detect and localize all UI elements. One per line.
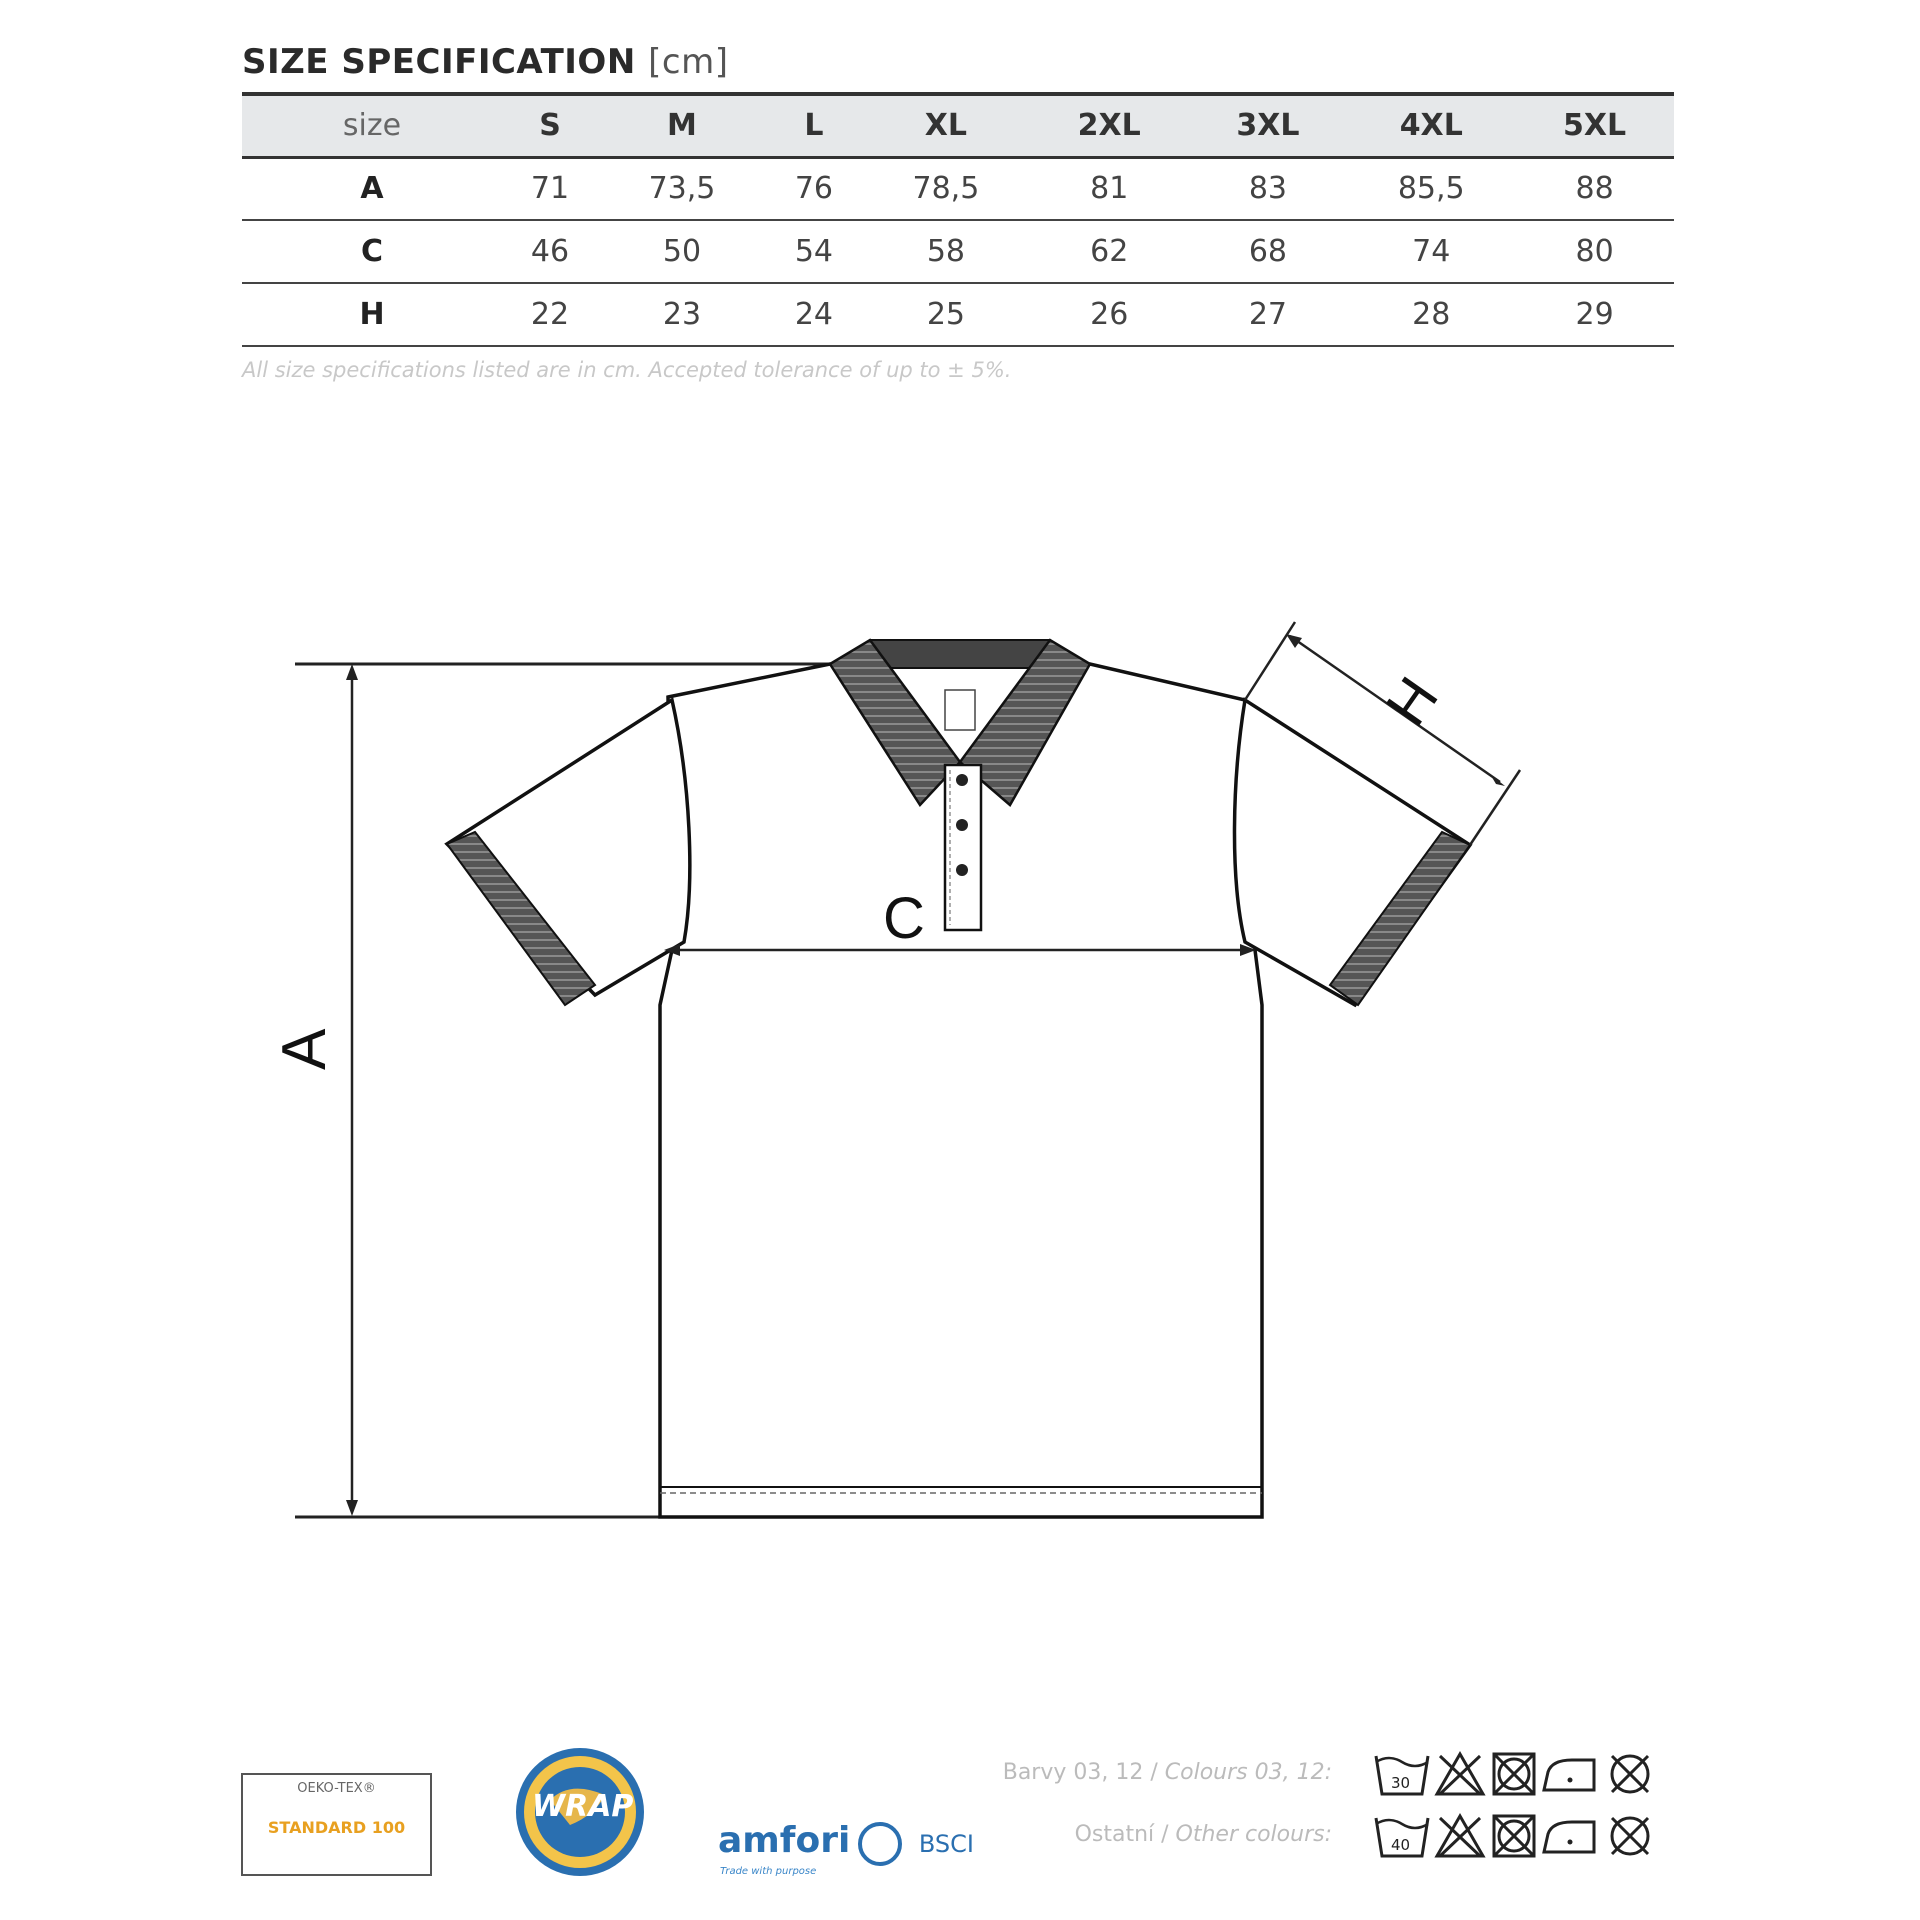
table-cell: 28 xyxy=(1412,297,1451,332)
label-a: A xyxy=(270,1028,339,1070)
polo-shirt-diagram xyxy=(0,600,1920,1560)
collar-back xyxy=(870,640,1050,668)
care-row2-label-en: Other colours: xyxy=(1175,1822,1332,1847)
tolerance-note: All size specifications listed are in cm. Accepted tolerance of up to ± 5%. xyxy=(242,358,1012,382)
table-cell: 46 xyxy=(530,234,570,269)
wrap-text: WRAP xyxy=(532,1789,634,1824)
table-cell: 22 xyxy=(530,297,570,332)
no-tumble-dry-icon xyxy=(1494,1754,1534,1794)
h-arrow-top xyxy=(1286,634,1302,648)
table-cell: 24 xyxy=(794,297,834,332)
table-cell: 76 xyxy=(794,171,834,207)
bsci-text: BSCI xyxy=(918,1830,974,1858)
table-cell: 54 xyxy=(794,234,834,269)
oeko-tex-badge xyxy=(241,1773,432,1876)
amfori-badge-icon xyxy=(858,1822,902,1866)
table-cell: 29 xyxy=(1575,297,1614,332)
button xyxy=(956,774,968,786)
wrap-logo xyxy=(510,1745,650,1880)
care-row2-label xyxy=(1075,1822,1332,1847)
table-cell: 50 xyxy=(662,234,702,269)
care-row1-label xyxy=(1003,1760,1332,1785)
size-col-2xl: 2XL xyxy=(1077,108,1141,144)
collar-label xyxy=(945,690,975,730)
no-dry-clean-icon xyxy=(1612,1756,1648,1792)
care-row2-icons xyxy=(1372,1810,1674,1860)
button xyxy=(956,864,968,876)
wash-icon xyxy=(1376,1756,1428,1794)
no-dry-clean-icon xyxy=(1612,1818,1648,1854)
wash-icon xyxy=(1376,1818,1428,1856)
amfori-tagline: Trade with purpose xyxy=(720,1866,817,1877)
iron-icon xyxy=(1544,1760,1594,1790)
size-col-l: L xyxy=(804,108,824,144)
size-col-s: S xyxy=(539,108,561,144)
no-bleach-icon xyxy=(1437,1816,1483,1856)
no-tumble-dry-icon xyxy=(1494,1816,1534,1856)
table-cell: 62 xyxy=(1090,234,1129,269)
oeko-tex-brand: OEKO-TEX® xyxy=(297,1781,376,1796)
table-cell: 85,5 xyxy=(1397,171,1465,207)
page-title xyxy=(242,42,728,82)
size-table xyxy=(242,92,1674,347)
table-cell: 73,5 xyxy=(648,171,716,207)
table-cell: 23 xyxy=(662,297,702,332)
table-cell: 81 xyxy=(1090,171,1129,207)
row-label-h: H xyxy=(359,297,385,332)
table-cell: 78,5 xyxy=(912,171,980,207)
size-col-3xl: 3XL xyxy=(1236,108,1300,144)
button xyxy=(956,819,968,831)
h-guide-top xyxy=(1245,622,1295,700)
size-header-row xyxy=(242,94,1674,157)
amfori-bsci-logo xyxy=(718,1820,974,1877)
size-col-xl: XL xyxy=(924,108,968,144)
table-row xyxy=(242,283,1674,346)
care-row1-icons xyxy=(1372,1748,1674,1798)
table-cell: 71 xyxy=(530,171,570,207)
row-label-c: C xyxy=(360,234,384,269)
wash-temp-30: 30 xyxy=(1391,1774,1411,1792)
table-cell: 27 xyxy=(1248,297,1288,332)
care-row2-label-cz: Ostatní / xyxy=(1074,1822,1169,1847)
title-text: SIZE SPECIFICATION xyxy=(242,42,636,82)
table-cell: 83 xyxy=(1248,171,1288,207)
care-row1-label-cz: Barvy 03, 12 / xyxy=(1002,1760,1158,1785)
table-cell: 88 xyxy=(1575,171,1614,207)
row-label-a: A xyxy=(360,171,384,207)
wash-temp-40: 40 xyxy=(1391,1836,1411,1854)
iron-icon xyxy=(1544,1822,1594,1852)
size-col-4xl: 4XL xyxy=(1399,108,1463,144)
table-cell: 25 xyxy=(926,297,965,332)
amfori-text: amfori xyxy=(718,1820,851,1861)
no-bleach-icon xyxy=(1437,1754,1483,1794)
table-cell: 58 xyxy=(926,234,965,269)
size-col-m: M xyxy=(667,108,697,144)
oeko-tex-standard: STANDARD 100 xyxy=(267,1818,406,1837)
size-header-label: size xyxy=(342,108,402,144)
label-h: H xyxy=(1373,665,1451,738)
table-cell: 80 xyxy=(1575,234,1614,269)
a-arrow-top xyxy=(346,664,358,680)
title-unit: [cm] xyxy=(648,42,729,82)
table-cell: 68 xyxy=(1248,234,1288,269)
table-row xyxy=(242,157,1674,220)
table-row xyxy=(242,220,1674,283)
table-cell: 74 xyxy=(1412,234,1451,269)
size-col-5xl: 5XL xyxy=(1563,108,1627,144)
care-row1-label-en: Colours 03, 12: xyxy=(1164,1760,1332,1785)
label-c: C xyxy=(883,886,925,951)
a-arrow-bottom xyxy=(346,1500,358,1516)
table-cell: 26 xyxy=(1090,297,1129,332)
